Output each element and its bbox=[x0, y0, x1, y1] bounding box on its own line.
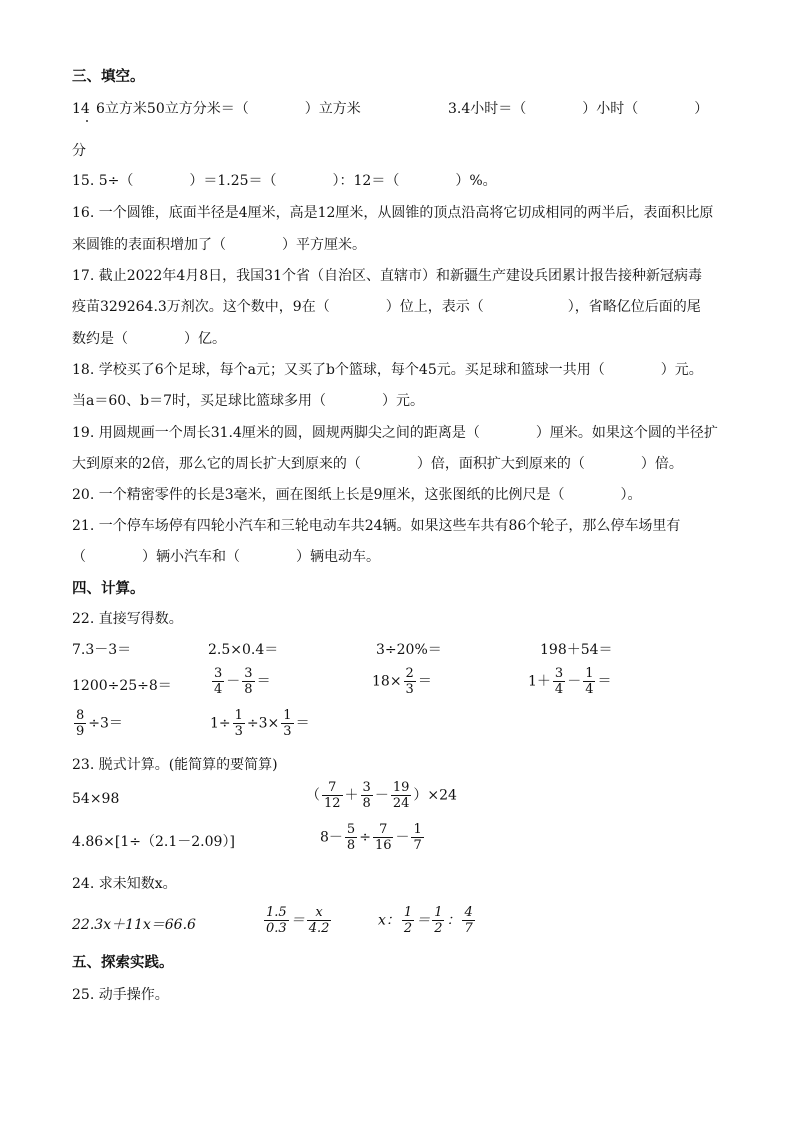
fraction: $\frac{1}{3}$ bbox=[283, 708, 292, 739]
q14-part-b: 3.4小时＝（ ）小时（ ） bbox=[448, 101, 709, 117]
q22-item-7: 18× $\frac{2}{3}$ ＝ bbox=[372, 666, 432, 697]
q18-line-2: 当a＝60、b＝7时，买足球比篮球多用（ ）元。 bbox=[72, 393, 425, 409]
section-heading-exploration: 五、探索实践。 bbox=[72, 955, 174, 971]
q23-item-b: （ $\frac{7}{12}$ ＋ $\frac{3}{8}$ － $\frac{19}{24}$ ）×24 bbox=[306, 780, 457, 811]
q22-item-9: $\frac{8}{9}$ ÷3＝ bbox=[76, 708, 123, 739]
q19-line-2: 大到原来的2倍，那么它的周长扩大到原来的（ ）倍，面积扩大到原来的（ ）倍。 bbox=[72, 456, 683, 472]
q14-dot-mark bbox=[86, 120, 88, 122]
q24-equation-c: x： $\frac{1}{2}$ ＝ $\frac{1}{2}$ ： $\frac{4}{7}$ bbox=[378, 905, 473, 936]
q14-number: 14 bbox=[72, 101, 90, 117]
q23-title: 23. 脱式计算。(能简算的要简算) bbox=[72, 757, 278, 773]
fraction: $\frac{1}{4}$ bbox=[585, 666, 594, 697]
fraction: $\frac{1}{2}$ bbox=[434, 905, 443, 936]
fraction: $\frac{1}{3}$ bbox=[234, 708, 243, 739]
q14-part-a: 6立方米50立方分米＝（ ）立方米 bbox=[96, 101, 361, 117]
fraction: $\frac{3}{4}$ bbox=[554, 666, 564, 697]
q16-line-2: 来圆锥的表面积增加了（ ）平方厘米。 bbox=[72, 237, 366, 253]
q24-equation-b: $\frac{1.5}{0.3}$ ＝ $\frac{x}{4.2}$ bbox=[266, 905, 330, 936]
fraction: $\frac{19}{24}$ bbox=[392, 780, 410, 811]
q17-line-1: 17. 截止2022年4月8日，我国31个省（自治区、直辖市）和新疆生产建设兵团累计报告接种新冠病毒 bbox=[72, 268, 702, 284]
fraction: $\frac{x}{4.2}$ bbox=[308, 905, 330, 936]
fraction: $\frac{4}{7}$ bbox=[464, 905, 473, 936]
q23-item-a: 54×98 bbox=[72, 791, 120, 807]
q21-line-1: 21. 一个停车场停有四轮小汽车和三轮电动车共24辆。如果这些车共有86个轮子，那么停车场里有 bbox=[72, 518, 681, 534]
fraction: $\frac{3}{8}$ bbox=[244, 666, 253, 697]
fraction: $\frac{3}{4}$ bbox=[214, 666, 223, 697]
q24-equation-a: 22.3x＋11x＝66.6 bbox=[72, 917, 196, 933]
q22-item-8: 1＋ $\frac{3}{4}$ － $\frac{1}{4}$ ＝ bbox=[528, 666, 612, 697]
q22-item-2: 2.5×0.4＝ bbox=[208, 642, 279, 658]
fraction: $\frac{1}{7}$ bbox=[413, 822, 422, 853]
section-heading-calculation: 四、计算。 bbox=[72, 581, 145, 597]
fraction: $\frac{2}{3}$ bbox=[405, 666, 414, 697]
q17-line-3: 数约是（ ）亿。 bbox=[72, 331, 226, 347]
q23-item-d: 8－ $\frac{5}{8}$ ÷ $\frac{7}{16}$ － $\frac{1}{7}$ bbox=[320, 822, 422, 853]
q22-item-4: 198＋54＝ bbox=[540, 642, 613, 658]
q22-item-10: 1÷ $\frac{1}{3}$ ÷3× $\frac{1}{3}$ ＝ bbox=[210, 708, 310, 739]
q16-line-1: 16. 一个圆锥，底面半径是4厘米，高是12厘米，从圆锥的顶点沿高将它切成相同的两半后，表面积比原 bbox=[72, 205, 714, 221]
q25-text: 25. 动手操作。 bbox=[72, 987, 169, 1003]
q15-text: 15. 5÷（ ）＝1.25＝（ ）：12＝（ ）%。 bbox=[72, 173, 497, 189]
q22-item-5: 1200÷25÷8＝ bbox=[72, 678, 172, 694]
q24-title: 24. 求未知数x。 bbox=[72, 876, 177, 892]
q20-text: 20. 一个精密零件的长是3毫米，画在图纸上长是9厘米，这张图纸的比例尺是（ ）。 bbox=[72, 487, 642, 503]
fraction: $\frac{8}{9}$ bbox=[76, 708, 85, 739]
q22-item-3: 3÷20%＝ bbox=[376, 642, 442, 658]
fraction: $\frac{5}{8}$ bbox=[346, 822, 356, 853]
q18-line-1: 18. 学校买了6个足球，每个a元；又买了b个篮球，每个45元。买足球和篮球一共用（ ）元。 bbox=[72, 362, 703, 378]
q17-line-2: 疫苗329264.3万剂次。这个数中，9在（ ）位上，表示（ ），省略亿位后面的尾 bbox=[72, 299, 701, 315]
q22-title: 22. 直接写得数。 bbox=[72, 611, 183, 627]
fraction: $\frac{7}{12}$ bbox=[324, 780, 341, 811]
q22-item-1: 7.3－3＝ bbox=[72, 642, 132, 658]
fraction: $\frac{1}{2}$ bbox=[403, 905, 413, 936]
section-heading-fill-blank: 三、填空。 bbox=[72, 69, 145, 85]
q23-item-c: 4.86×[1÷（2.1－2.09）] bbox=[72, 834, 235, 850]
q21-line-2: （ ）辆小汽车和（ ）辆电动车。 bbox=[72, 549, 380, 565]
fraction: $\frac{1.5}{0.3}$ bbox=[266, 905, 287, 936]
fraction: $\frac{3}{8}$ bbox=[362, 780, 371, 811]
q19-line-1: 19. 用圆规画一个周长31.4厘米的圆，圆规两脚尖之间的距离是（ ）厘米。如果这个圆的半径扩 bbox=[72, 425, 718, 441]
q22-item-6: $\frac{3}{4}$ － $\frac{3}{8}$ ＝ bbox=[214, 666, 271, 697]
fraction: $\frac{7}{16}$ bbox=[374, 822, 392, 853]
q14-continuation: 分 bbox=[72, 143, 86, 159]
